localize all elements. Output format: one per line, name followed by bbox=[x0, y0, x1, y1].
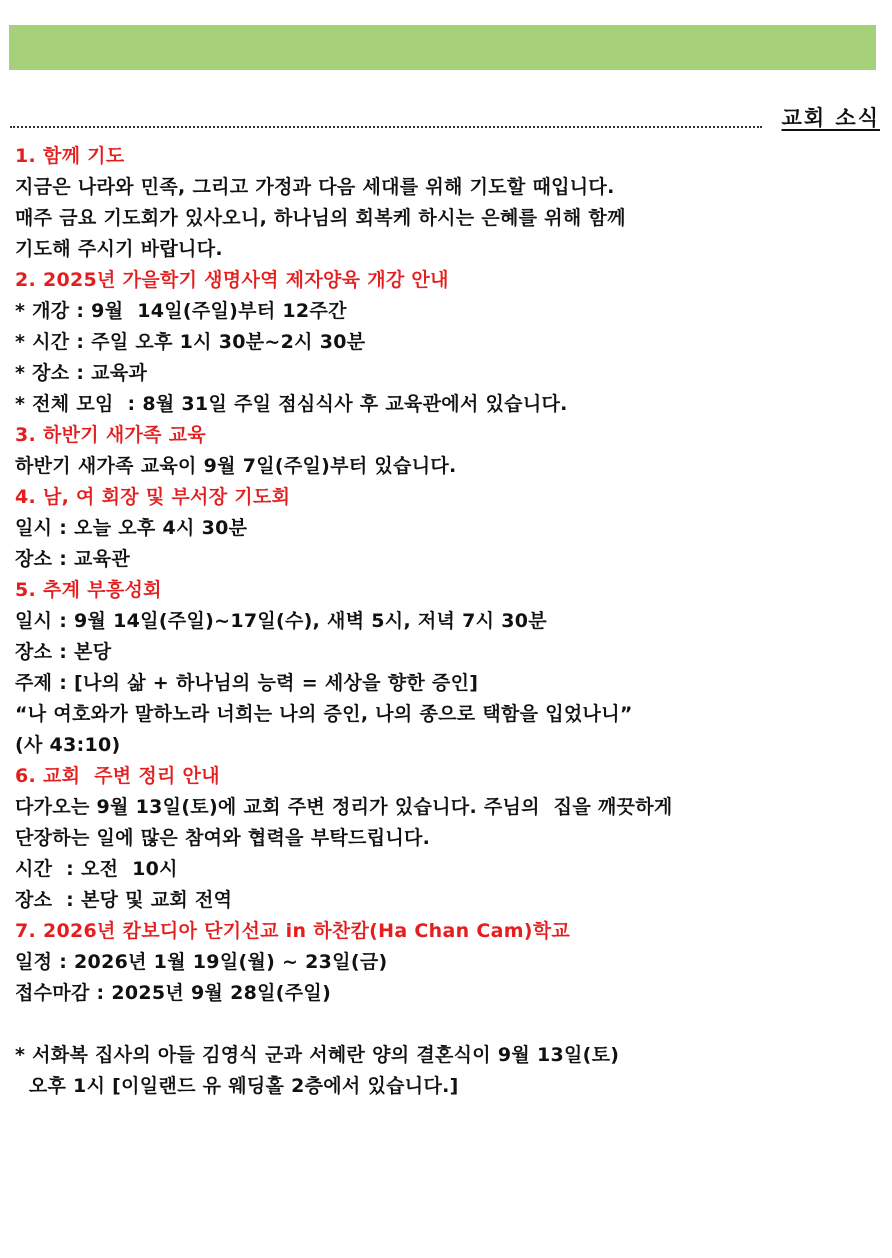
section-line: * 시간 : 주일 오후 1시 30분~2시 30분 bbox=[15, 331, 366, 353]
header-banner bbox=[9, 25, 876, 70]
section-line: 시간 : 오전 10시 bbox=[15, 858, 178, 880]
section-line: * 전체 모임 : 8월 31일 주일 점심식사 후 교육관에서 있습니다. bbox=[15, 393, 568, 415]
spacer bbox=[15, 1009, 880, 1040]
section-title: 1. 함께 기도 bbox=[15, 145, 125, 167]
section-line: “나 여호와가 말하노라 너희는 나의 증인, 나의 종으로 택함을 입었나니” bbox=[15, 703, 633, 725]
section-line: 단장하는 일에 많은 참여와 협력을 부탁드립니다. bbox=[15, 827, 431, 849]
section-line: 주제 : [나의 삶 + 하나님의 능력 = 세상을 향한 증인] bbox=[15, 672, 479, 694]
section-line: 매주 금요 기도회가 있사오니, 하나님의 회복케 하시는 은혜를 위해 함께 bbox=[15, 207, 626, 229]
section-line: 다가오는 9월 13일(토)에 교회 주변 정리가 있습니다. 주님의 집을 깨끗하게 bbox=[15, 796, 673, 818]
section-title: 2. 2025년 가을학기 생명사역 제자양육 개강 안내 bbox=[15, 269, 449, 291]
section-line: 장소 : 본당 bbox=[15, 641, 112, 663]
section-title: 7. 2026년 캄보디아 단기선교 in 하찬캄(Ha Chan Cam)학교 bbox=[15, 920, 571, 942]
news-content bbox=[15, 141, 880, 1102]
notice-line: 오후 1시 [이일랜드 유 웨딩홀 2층에서 있습니다.] bbox=[15, 1075, 459, 1097]
page-title: 교회 소식 bbox=[781, 106, 880, 130]
section-title: 4. 남, 여 회장 및 부서장 기도회 bbox=[15, 486, 291, 508]
section-line: 일시 : 오늘 오후 4시 30분 bbox=[15, 517, 248, 539]
section-line: 접수마감 : 2025년 9월 28일(주일) bbox=[15, 982, 332, 1004]
notice-line: * 서화복 집사의 아들 김영식 군과 서혜란 양의 결혼식이 9월 13일(토) bbox=[15, 1044, 620, 1066]
dotted-divider bbox=[10, 126, 762, 128]
section-title: 6. 교회 주변 정리 안내 bbox=[15, 765, 220, 787]
section-line: 장소 : 교육관 bbox=[15, 548, 130, 570]
section-title: 3. 하반기 새가족 교육 bbox=[15, 424, 207, 446]
heading-row bbox=[10, 102, 880, 132]
section-line: * 장소 : 교육과 bbox=[15, 362, 148, 384]
section-line: 장소 : 본당 및 교회 전역 bbox=[15, 889, 233, 911]
section-line: 기도해 주시기 바랍니다. bbox=[15, 238, 223, 260]
section-line: 지금은 나라와 민족, 그리고 가정과 다음 세대를 위해 기도할 때입니다. bbox=[15, 176, 615, 198]
section-line: 하반기 새가족 교육이 9월 7일(주일)부터 있습니다. bbox=[15, 455, 457, 477]
section-line: 일시 : 9월 14일(주일)~17일(수), 새벽 5시, 저녁 7시 30분 bbox=[15, 610, 547, 632]
section-title: 5. 추계 부흥성회 bbox=[15, 579, 162, 601]
section-line: 일정 : 2026년 1월 19일(월) ~ 23일(금) bbox=[15, 951, 388, 973]
section-line: * 개강 : 9월 14일(주일)부터 12주간 bbox=[15, 300, 347, 322]
section-line: (사 43:10) bbox=[15, 734, 121, 756]
